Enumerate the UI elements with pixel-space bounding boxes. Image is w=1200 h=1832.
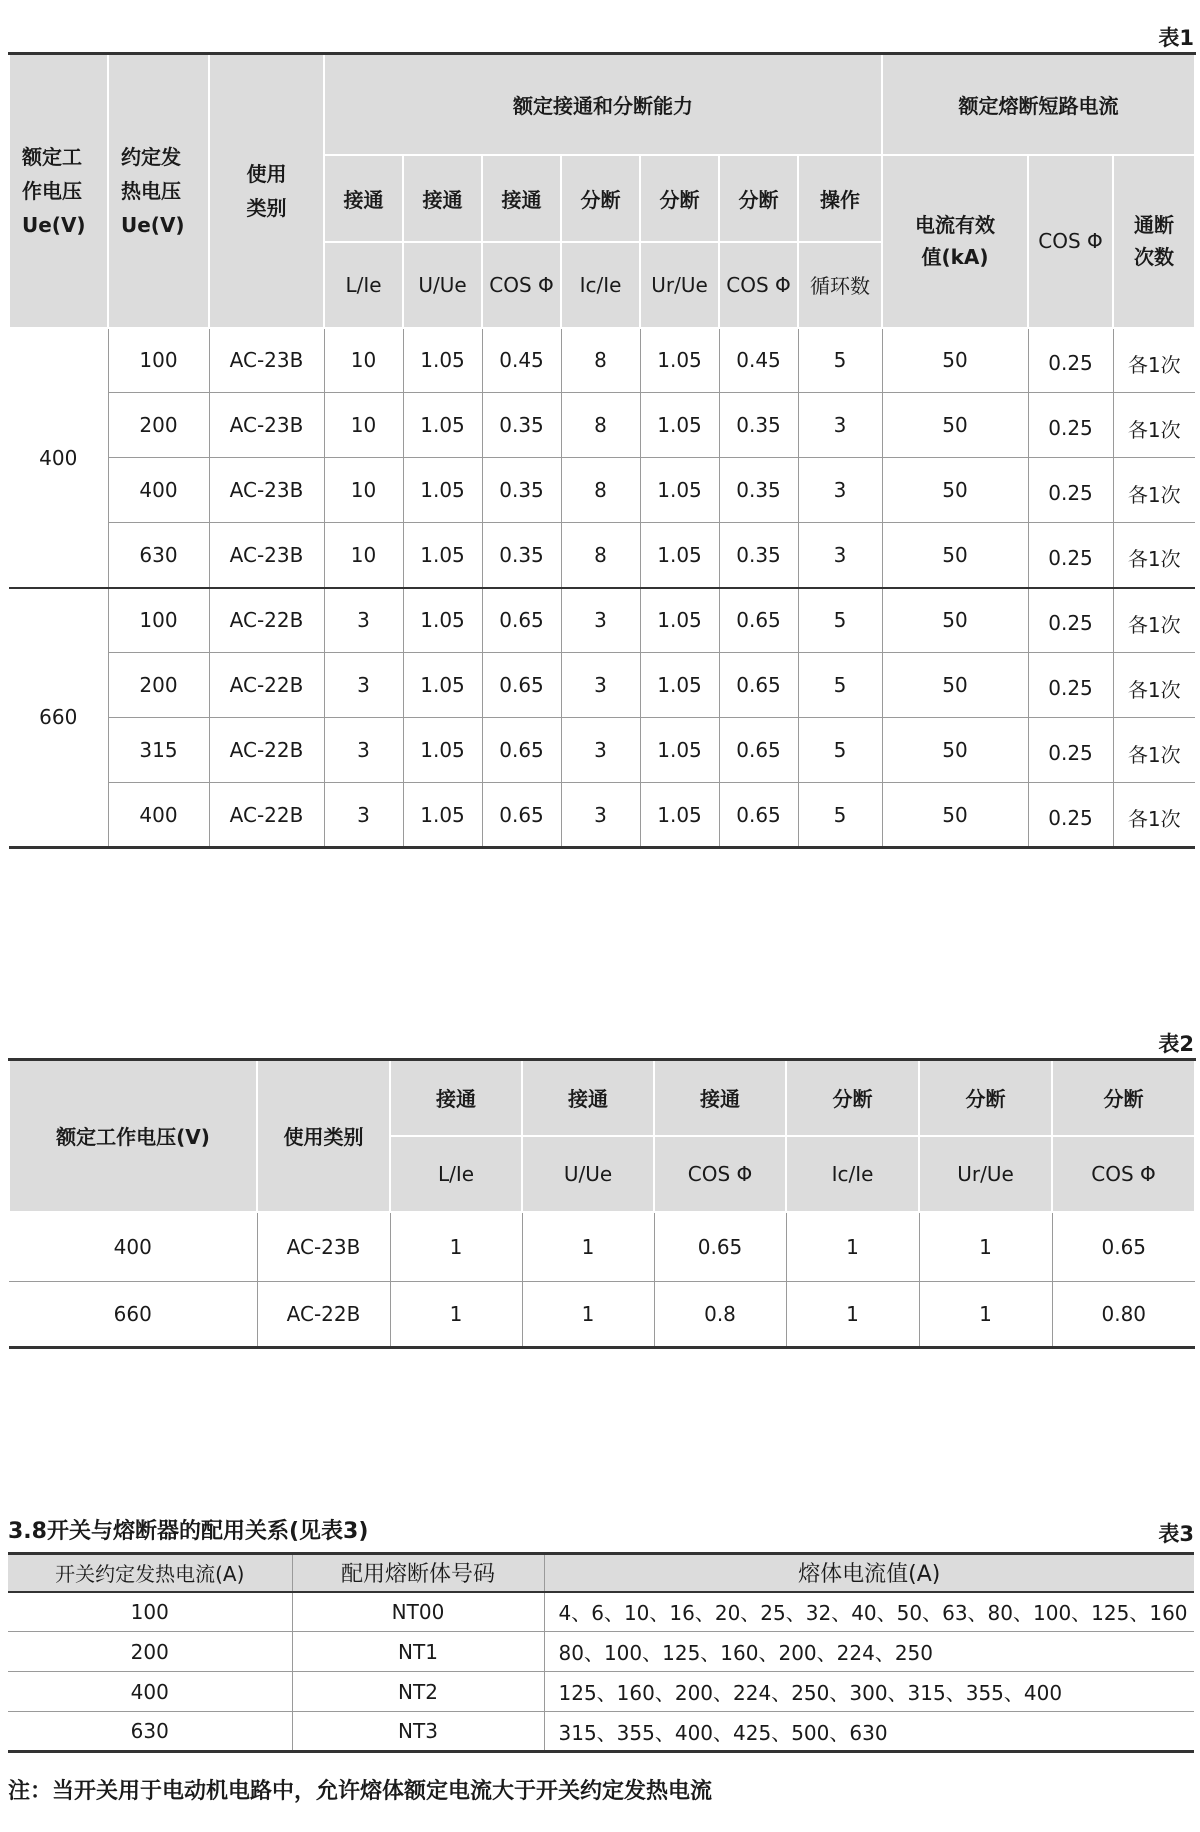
table-cell: 0.65 [719, 588, 798, 653]
table-cell: 0.35 [482, 458, 561, 523]
table-cell: 各1次 [1113, 523, 1195, 588]
table-cell: 200 [108, 653, 209, 718]
header-break-1-sub: Ic/Ie [561, 242, 640, 328]
table-cell: 5 [798, 653, 882, 718]
table-cell: NT2 [292, 1672, 544, 1712]
table-cell: 125、160、200、224、250、300、315、355、400 [544, 1672, 1194, 1712]
header-make-3-sub: COS Φ [654, 1136, 786, 1212]
table-cell: 8 [561, 458, 640, 523]
table-cell: 50 [882, 653, 1028, 718]
table-cell: 0.65 [719, 653, 798, 718]
table-cell: 200 [8, 1632, 292, 1672]
table-cell: 10 [324, 328, 403, 393]
header-on-off-times: 通断次数 [1113, 155, 1195, 328]
table-cell: 1.05 [403, 653, 482, 718]
header-thermal-current: 开关约定发热电流(A) [8, 1554, 292, 1592]
group-voltage-400: 400 [9, 328, 108, 588]
table-cell: AC-23B [209, 523, 324, 588]
table-cell: 3 [561, 783, 640, 848]
table-cell: 1 [522, 1282, 654, 1348]
table-cell: 1 [522, 1212, 654, 1282]
table-cell: 50 [882, 523, 1028, 588]
table-cell: AC-23B [209, 328, 324, 393]
table-cell: 5 [798, 783, 882, 848]
table-cell: 50 [882, 458, 1028, 523]
table-cell: 3 [561, 653, 640, 718]
table-cell: 0.25 [1028, 523, 1113, 588]
table-cell: 10 [324, 523, 403, 588]
header-break-1-sub: Ic/Ie [786, 1136, 919, 1212]
table-cell: 1.05 [403, 393, 482, 458]
table-cell: 0.65 [482, 718, 561, 783]
table-cell: 3 [561, 588, 640, 653]
table-cell: AC-22B [209, 718, 324, 783]
table-cell: 50 [882, 718, 1028, 783]
table-cell: 5 [798, 588, 882, 653]
table-cell: 1.05 [403, 328, 482, 393]
table-cell: 50 [882, 393, 1028, 458]
header-rated-voltage: 额定工作电压(V) [9, 1060, 257, 1212]
header-make-2: 接通 [403, 155, 482, 242]
header-make-3: 接通 [654, 1060, 786, 1136]
header-break-2-sub: Ur/Ue [919, 1136, 1052, 1212]
table3-fuse-matching [8, 1552, 1194, 1753]
table-cell: 1 [786, 1282, 919, 1348]
header-operation: 操作 [798, 155, 882, 242]
table-cell: 8 [561, 393, 640, 458]
table-cell: 5 [798, 718, 882, 783]
table-cell: 0.25 [1028, 393, 1113, 458]
table3-caption: 表3 [1158, 1522, 1194, 1546]
table-cell: 100 [108, 328, 209, 393]
table-cell: AC-22B [257, 1282, 390, 1348]
table-cell: 3 [561, 718, 640, 783]
table-cell: 630 [8, 1712, 292, 1752]
table-cell: 0.45 [482, 328, 561, 393]
table-cell: 1.05 [640, 783, 719, 848]
table-cell: 50 [882, 328, 1028, 393]
header-make-3: 接通 [482, 155, 561, 242]
table-cell: 1 [390, 1282, 522, 1348]
header-make-2: 接通 [522, 1060, 654, 1136]
table-cell: 各1次 [1113, 718, 1195, 783]
table-cell: 10 [324, 393, 403, 458]
table-cell: 1.05 [403, 783, 482, 848]
header-make-1: 接通 [390, 1060, 522, 1136]
table-cell: 0.65 [482, 588, 561, 653]
table-cell: 1 [919, 1212, 1052, 1282]
table-cell: 0.65 [719, 718, 798, 783]
table-cell: 660 [9, 1282, 257, 1348]
table-cell: 0.25 [1028, 588, 1113, 653]
table-cell: AC-22B [209, 783, 324, 848]
table-cell: 50 [882, 588, 1028, 653]
table-cell: AC-22B [209, 653, 324, 718]
table-cell: 100 [108, 588, 209, 653]
table2-caption: 表2 [1158, 1032, 1194, 1056]
table-cell: 400 [9, 1212, 257, 1282]
table2-make-break [8, 1058, 1196, 1349]
header-make-1: 接通 [324, 155, 403, 242]
header-make-2-sub: U/Ue [522, 1136, 654, 1212]
table1-rated-making-breaking [8, 52, 1196, 849]
table-cell: 0.35 [719, 523, 798, 588]
table-cell: 3 [798, 393, 882, 458]
table-cell: 0.25 [1028, 328, 1113, 393]
table-cell: 0.35 [719, 458, 798, 523]
table-cell: 0.35 [719, 393, 798, 458]
table-cell: 3 [324, 783, 403, 848]
header-current-rms: 电流有效值(kA) [882, 155, 1028, 328]
table-cell: 1.05 [640, 458, 719, 523]
table-cell: 0.65 [654, 1212, 786, 1282]
table-cell: 0.25 [1028, 653, 1113, 718]
header-make-1-sub: L/Ie [324, 242, 403, 328]
header-break-1: 分断 [786, 1060, 919, 1136]
footnote: 注：当开关用于电动机电路中，允许熔体额定电流大于开关约定发热电流 [8, 1779, 713, 1804]
table-cell: 400 [108, 458, 209, 523]
table-cell: 1.05 [640, 393, 719, 458]
table-cell: 1.05 [640, 328, 719, 393]
table-cell: 200 [108, 393, 209, 458]
table-cell: 0.8 [654, 1282, 786, 1348]
header-break-3-sub: COS Φ [719, 242, 798, 328]
header-make-1-sub: L/Ie [390, 1136, 522, 1212]
header-make-2-sub: U/Ue [403, 242, 482, 328]
table-cell: 8 [561, 523, 640, 588]
table-cell: 1.05 [403, 523, 482, 588]
table-cell: NT3 [292, 1712, 544, 1752]
table-cell: 8 [561, 328, 640, 393]
table-cell: 3 [798, 523, 882, 588]
header-fuse-current-values: 熔体电流值(A) [544, 1554, 1194, 1592]
table-cell: 1.05 [640, 523, 719, 588]
header-fuse-number: 配用熔断体号码 [292, 1554, 544, 1592]
table-cell: 1 [919, 1282, 1052, 1348]
table-cell: 0.65 [482, 653, 561, 718]
table-cell: 1.05 [640, 653, 719, 718]
table-cell: AC-22B [209, 588, 324, 653]
table-cell: 100 [8, 1592, 292, 1632]
header-break-2: 分断 [919, 1060, 1052, 1136]
table-cell: 400 [8, 1672, 292, 1712]
table-cell: AC-23B [257, 1212, 390, 1282]
table-cell: 0.35 [482, 393, 561, 458]
table-cell: 0.45 [719, 328, 798, 393]
table-cell: 3 [324, 588, 403, 653]
table-cell: 3 [324, 718, 403, 783]
header-thermal-voltage: 约定发热电压Ue(V) [108, 54, 209, 328]
table-cell: 0.65 [1052, 1212, 1195, 1282]
header-fuse-short-circuit: 额定熔断短路电流 [882, 54, 1195, 155]
table-cell: 0.25 [1028, 718, 1113, 783]
table-cell: AC-23B [209, 458, 324, 523]
table-cell: AC-23B [209, 393, 324, 458]
table-cell: 1 [786, 1212, 919, 1282]
table-cell: 0.65 [719, 783, 798, 848]
table-cell: 315、355、400、425、500、630 [558, 1720, 888, 1745]
header-make-break-capacity: 额定接通和分断能力 [324, 54, 882, 155]
table-cell: NT00 [292, 1592, 544, 1632]
header-break-3: 分断 [719, 155, 798, 242]
table-cell: 0.25 [1028, 458, 1113, 523]
table-cell: 3 [798, 458, 882, 523]
table-cell: 315 [108, 718, 209, 783]
table-cell: 各1次 [1113, 328, 1195, 393]
header-break-3-sub: COS Φ [1052, 1136, 1195, 1212]
table-cell: 各1次 [1113, 458, 1195, 523]
table-cell: 400 [108, 783, 209, 848]
header-category: 使用类别 [209, 54, 324, 328]
table-cell: 50 [882, 783, 1028, 848]
header-fuse-cos: COS Φ [1028, 155, 1113, 328]
group-voltage-660: 660 [9, 588, 108, 848]
table-cell: 1.05 [403, 588, 482, 653]
table-cell: 1 [390, 1212, 522, 1282]
table-cell: 0.80 [1101, 1302, 1147, 1326]
table-cell: 各1次 [1113, 393, 1195, 458]
header-break-2-sub: Ur/Ue [640, 242, 719, 328]
section-title: 3.8开关与熔断器的配用关系(见表3) [8, 1519, 369, 1544]
header-break-1: 分断 [561, 155, 640, 242]
table-cell: NT1 [292, 1632, 544, 1672]
table-cell: 5 [798, 328, 882, 393]
table-cell: 0.65 [482, 783, 561, 848]
table-cell: 各1次 [1127, 807, 1181, 831]
table-cell: 630 [108, 523, 209, 588]
header-break-2: 分断 [640, 155, 719, 242]
table-cell: 0.35 [482, 523, 561, 588]
header-make-3-sub: COS Φ [482, 242, 561, 328]
table-cell: 4、6、10、16、20、25、32、40、50、63、80、100、125、160 [544, 1592, 1194, 1632]
table-cell: 80、100、125、160、200、224、250 [544, 1632, 1194, 1672]
table-cell: 3 [324, 653, 403, 718]
table-cell: 1.05 [640, 718, 719, 783]
header-category: 使用类别 [257, 1060, 390, 1212]
table-cell: 1.05 [640, 588, 719, 653]
header-operation-sub: 循环数 [798, 242, 882, 328]
table-cell: 各1次 [1113, 653, 1195, 718]
table-cell: 1.05 [403, 718, 482, 783]
table-cell: 10 [324, 458, 403, 523]
header-break-3: 分断 [1052, 1060, 1195, 1136]
header-rated-voltage: 额定工作电压Ue(V) [9, 54, 108, 328]
table-cell: 各1次 [1113, 588, 1195, 653]
table-cell: 1.05 [403, 458, 482, 523]
table-cell: 0.25 [1028, 783, 1113, 848]
table1-caption: 表1 [1158, 26, 1194, 50]
